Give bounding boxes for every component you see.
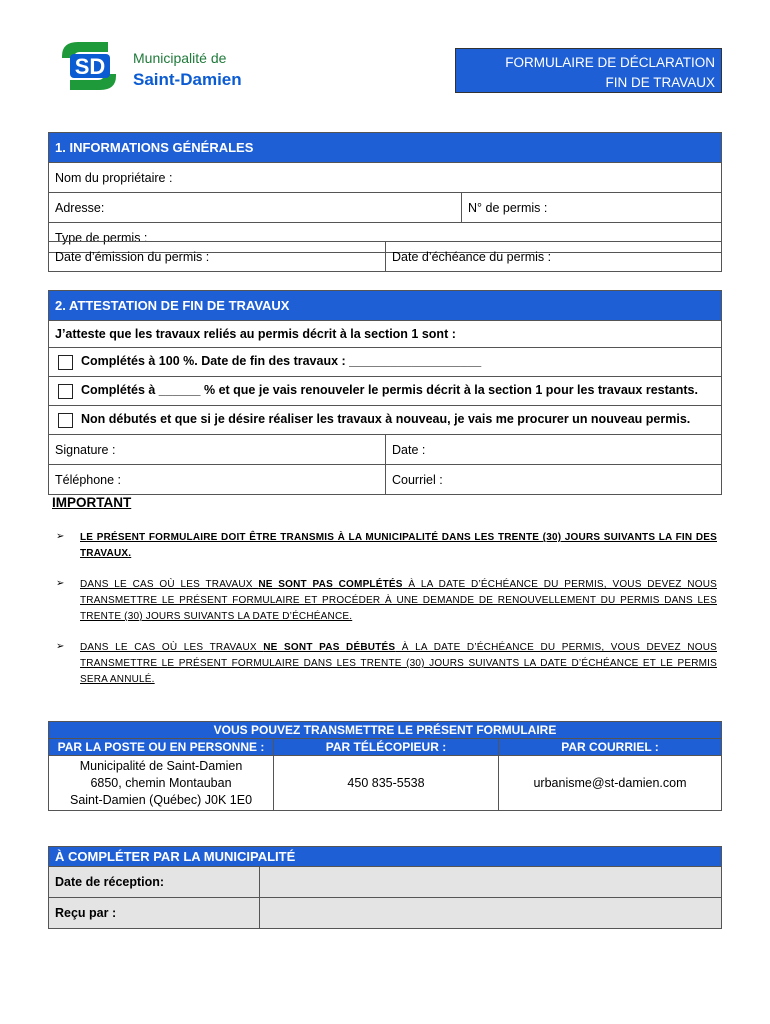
reception-date-label: Date de réception: xyxy=(49,867,260,898)
not-started-checkbox[interactable] xyxy=(58,413,73,428)
important-item-2-emphasis: NE SONT PAS COMPLÉTÉS xyxy=(258,579,403,590)
municipality-use-table xyxy=(48,846,722,929)
completed-checkbox[interactable] xyxy=(58,355,73,370)
received-by-label: Reçu par : xyxy=(49,898,260,929)
address-field[interactable]: Adresse: xyxy=(49,193,462,223)
important-item-3-text: DANS LE CAS OÙ LES TRAVAUX xyxy=(80,642,264,653)
section2-title: 2. ATTESTATION DE FIN DE TRAVAUX xyxy=(49,291,722,321)
address-line-3: Saint-Damien (Québec) J0K 1E0 xyxy=(69,792,253,807)
issue-date-field[interactable]: Date d’émission du permis : xyxy=(49,242,386,272)
logo-letters: SD xyxy=(74,54,106,79)
form-title-box xyxy=(455,48,722,93)
important-title: IMPORTANT xyxy=(52,495,132,510)
date-field[interactable]: Date : xyxy=(386,435,722,465)
bullet-arrow-icon: ➢ xyxy=(56,531,65,542)
owner-name-field[interactable]: Nom du propriétaire : xyxy=(49,163,722,193)
municipality-name-line1: Municipalité de xyxy=(133,50,227,66)
transmission-title: VOUS POUVEZ TRANSMETTRE LE PRÉSENT FORMULAIRE xyxy=(49,722,722,739)
attestation-table xyxy=(48,290,722,495)
form-title-line2: FIN DE TRAVAUX xyxy=(605,75,715,90)
form-title-line1: FORMULAIRE DE DÉCLARATION xyxy=(505,55,715,70)
option-partial-row xyxy=(49,377,722,406)
email-address[interactable]: urbanisme@st-damien.com xyxy=(499,756,722,811)
fax-number: 450 835-5538 xyxy=(274,756,499,811)
municipality-name-line2: Saint-Damien xyxy=(133,70,242,89)
important-item-1: LE PRÉSENT FORMULAIRE DOIT ÊTRE TRANSMIS À LA MUNICIPALITÉ DANS LES TRENTE (30) JOURS SUIVANTS LA FIN DES TRAVAUX. xyxy=(80,532,717,559)
option-completed-label: Complétés à 100 %. Date de fin des travaux : ___________________ xyxy=(81,354,482,369)
option-not-started-row xyxy=(49,406,722,435)
permit-number-field[interactable]: N° de permis : xyxy=(462,193,722,223)
important-item-2-text: DANS LE CAS OÙ LES TRAVAUX xyxy=(80,579,259,590)
important-item-3-emphasis: NE SONT PAS DÉBUTÉS xyxy=(263,642,396,653)
permit-type-field[interactable]: Type de permis : xyxy=(49,223,722,253)
permit-dates-table xyxy=(48,241,722,272)
important-item-3-text-cont: À LA DATE D’ÉCHÉANCE DU PERMIS, VOUS DEVEZ NOUS TRANSMETTRE LE PRÉSENT FORMULAIRE DANS LES TRENTE (30) JOURS SUIVANTS LA DATE D’ÉCHÉANCE ET LE PERMIS SERA ANNULÉ. xyxy=(80,642,717,685)
municipality-section-title: À COMPLÉTER PAR LA MUNICIPALITÉ xyxy=(49,847,722,867)
option-partial-label: Complétés à ______ % et que je vais renouveler le permis décrit à la section 1 pour les travaux restants. xyxy=(81,383,698,398)
transmission-table xyxy=(48,721,722,811)
important-item-3 xyxy=(80,640,717,688)
partial-checkbox[interactable] xyxy=(58,384,73,399)
expiry-date-field[interactable]: Date d’échéance du permis : xyxy=(386,242,722,272)
important-item-2-text-cont: À LA DATE D’ÉCHÉANCE DU PERMIS, VOUS DEVEZ NOUS TRANSMETTRE LE PRÉSENT FORMULAIRE ET PROCÉDER À UNE DEMANDE DE RENOUVELLEMENT DU PERMIS DANS LES TRENTE (30) JOURS SUIVANTS LA DATE D’ÉCHÉANCE. xyxy=(80,579,717,622)
section1-title: 1. INFORMATIONS GÉNÉRALES xyxy=(49,133,722,163)
mail-column-head: PAR LA POSTE OU EN PERSONNE : xyxy=(49,739,274,756)
municipality-logo xyxy=(56,36,122,96)
bullet-arrow-icon: ➢ xyxy=(56,578,65,589)
reception-date-field[interactable] xyxy=(260,867,722,898)
email-field[interactable]: Courriel : xyxy=(386,465,722,495)
mailing-address xyxy=(49,756,274,811)
email-column-head: PAR COURRIEL : xyxy=(499,739,722,756)
option-completed-row xyxy=(49,348,722,377)
phone-field[interactable]: Téléphone : xyxy=(49,465,386,495)
attestation-statement: J’atteste que les travaux reliés au permis décrit à la section 1 sont : xyxy=(49,321,722,348)
option-not-started-label: Non débutés et que si je désire réaliser les travaux à nouveau, je vais me procurer un nouveau permis. xyxy=(81,412,691,427)
signature-field[interactable]: Signature : xyxy=(49,435,386,465)
fax-column-head: PAR TÉLÉCOPIEUR : xyxy=(274,739,499,756)
general-info-table xyxy=(48,132,722,253)
address-line-2: 6850, chemin Montauban xyxy=(90,775,232,790)
received-by-field[interactable] xyxy=(260,898,722,929)
bullet-arrow-icon: ➢ xyxy=(56,641,65,652)
important-item-2 xyxy=(80,577,717,625)
address-line-1: Municipalité de Saint-Damien xyxy=(79,758,243,773)
